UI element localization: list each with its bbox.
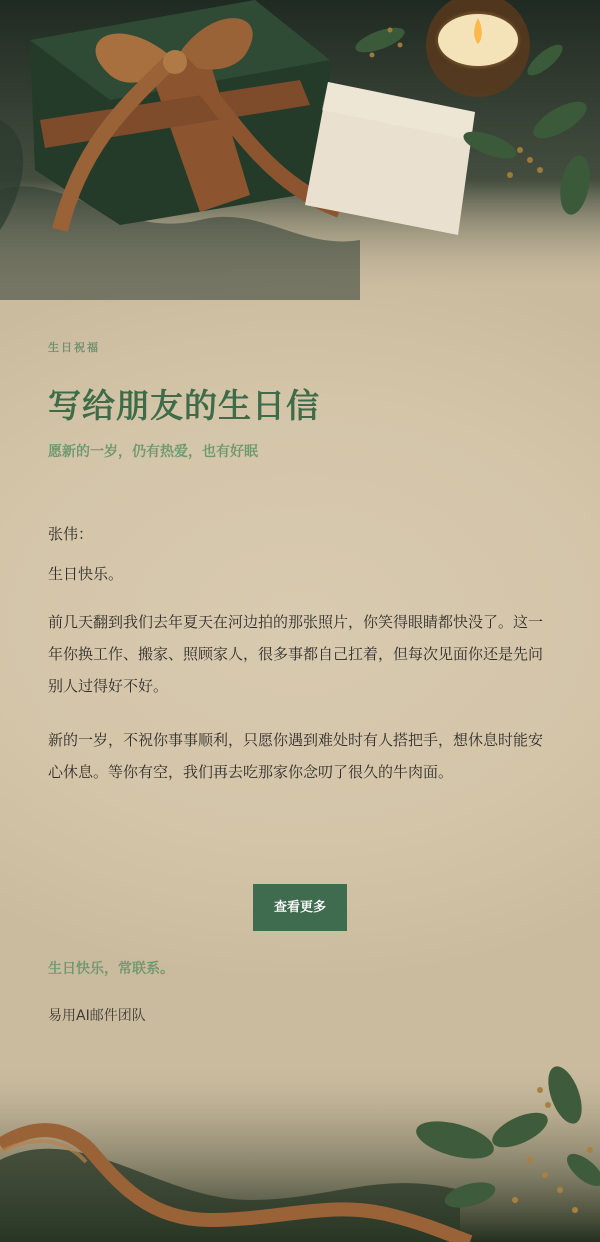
paragraph-wish: 生日快乐。 xyxy=(48,565,124,583)
footer-image xyxy=(0,1050,600,1242)
cta-wrapper xyxy=(253,884,347,931)
header-image xyxy=(0,0,600,300)
eyebrow-label: 生日祝福 xyxy=(48,341,100,354)
view-more-button[interactable]: 查看更多 xyxy=(253,884,347,931)
greeting: 张伟： xyxy=(48,525,94,543)
letter-subtitle: 愿新的一岁，仍有热爱，也有好眠 xyxy=(48,444,258,460)
ribbon-and-leaves-illustration xyxy=(0,1050,600,1242)
paragraph-blessing: 新的一岁，不祝你事事顺利，只愿你遇到难处时有人搭把手，想休息时能安心休息。等你有空，我们再去吃那家你念叨了很久的牛肉面。 xyxy=(48,731,544,781)
letter-title: 写给朋友的生日信 xyxy=(48,386,320,425)
paragraph-memory: 前几天翻到我们去年夏天在河边拍的那张照片，你笑得眼睛都快没了。这一年你换工作、搬家、照顾家人，很多事都自己扛着，但每次见面你还是先问别人过得好不好。 xyxy=(48,613,544,695)
signature: 易用AI邮件团队 xyxy=(48,1008,146,1024)
sign-off: 生日快乐，常联系。 xyxy=(48,961,174,977)
gift-and-candle-illustration xyxy=(0,0,600,300)
letter-content xyxy=(48,340,552,788)
